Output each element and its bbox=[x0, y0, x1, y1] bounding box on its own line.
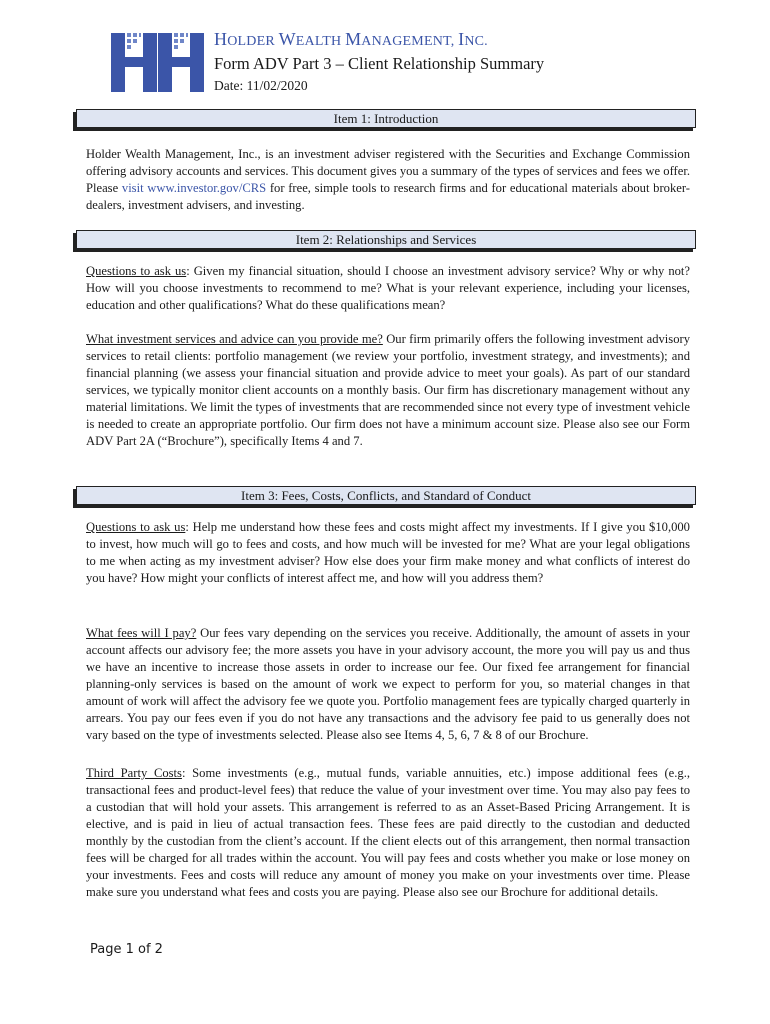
section-heading-fees: Item 3: Fees, Costs, Conflicts, and Standard of Conduct bbox=[76, 486, 696, 505]
questions-label: Questions to ask us bbox=[86, 520, 186, 534]
fees-question-label: What fees will I pay? bbox=[86, 626, 197, 640]
investor-gov-link[interactable]: visit www.investor.gov/CRS bbox=[121, 181, 267, 195]
intro-paragraph: Holder Wealth Management, Inc., is an investment adviser registered with the Securities and Exchange Commission offering advisory accounts and services. This document gives you a summary of the types of services and fees we offer. Please visit www.investor.gov/CRS for free, simple tools to research firms and for educational materials about broker-dealers, investment advisers, and investing. bbox=[86, 147, 690, 212]
form-title: Form ADV Part 3 – Client Relationship Summary bbox=[214, 54, 545, 73]
services-paragraph: What investment services and advice can you provide me? Our firm primarily offers the following investment advisory services to retail clients: portfolio management (we review your portfolio, investment strategy, and investments); and financial planning (we assess your financial situation and provide advice to meet your goals). As part of our standard services, we typically monitor client accounts on a monthly basis. Our firm has discretionary management without any material limitations. We limit the types of investments that are recommended since not every type of investment vehicle is needed to create an appropriate portfolio. Our firm does not have a minimum account size. Please also see our Form ADV Part 2A (“Brochure”), specifically Items 4 and 7. bbox=[86, 332, 690, 448]
fees-paragraph: What fees will I pay? Our fees vary depending on the services you receive. Additionally, the amount of assets in your account affects our advisory fee; the more assets you have in your advisory account, the more you will pay us and thus we have an incentive to increase those assets in order to increase our fee. Our fixed fee arrangement for financial planning-only services is based on the amount of work we expect to perform for you, so material changes in that amount of work will affect the advisory fee we quote you. Portfolio management fees are typically charged quarterly in arrears. You pay our fees even if you do not have any transactions and the advisory fee paid to us generally does not vary based on the type of investments selected. Please also see Items 4, 5, 6, 7 & 8 of our Brochure. bbox=[86, 626, 691, 742]
item3-questions-paragraph: Questions to ask us: Help me understand how these fees and costs might affect my investments. If I give you $10,000 to invest, how much will go to fees and costs, and how much will be invested for me? What are your legal obligations to me when acting as my investment adviser? How else does your firm make money and what conflicts of interest do you have? How might your conflicts of interest affect me, and how will you address them? bbox=[86, 520, 690, 585]
section-heading-introduction: Item 1: Introduction bbox=[76, 109, 696, 128]
questions-label: Questions to ask us bbox=[86, 264, 187, 278]
item2-questions-paragraph: Questions to ask us: Given my financial situation, should I choose an investment advisory service? Why or why not? How will you choose investments to recommend to me? What is your relevant experience, including your licenses, education and other qualifications? What do these qualifications mean? bbox=[86, 264, 690, 312]
services-question-label: What investment services and advice can you provide me? bbox=[86, 332, 383, 346]
company-name: HOLDER WEALTH MANAGEMENT, INC. bbox=[214, 29, 488, 49]
document-header bbox=[214, 28, 544, 95]
company-logo bbox=[111, 29, 204, 92]
third-party-costs-label: Third Party Costs bbox=[86, 766, 182, 780]
page-number: Page 1 of 2 bbox=[90, 942, 163, 957]
section-heading-relationships: Item 2: Relationships and Services bbox=[76, 230, 696, 249]
document-date: Date: 11/02/2020 bbox=[214, 78, 308, 93]
third-party-costs-paragraph: Third Party Costs: Some investments (e.g., mutual funds, variable annuities, etc.) impose additional fees (e.g., transactional fees and product-level fees) that reduce the value of your investment over time. You may also pay fees to a custodian that will hold your assets. This arrangement is referred to as an Asset-Based Pricing Arrangement. It is elective, and is paid in lieu of actual transaction fees. These fees are paid directly to the custodian and deducted monthly by the custodian from the client’s account. If the client elects out of this arrangement, then normal transaction fees will be charged for all trades within the account. You will pay fees and costs whether you make or lose money on your investments. Fees and costs will reduce any amount of money you make on your investments over time. Please make sure you understand what fees and costs you are paying. Please also see our Brochure for additional details. bbox=[86, 766, 690, 899]
